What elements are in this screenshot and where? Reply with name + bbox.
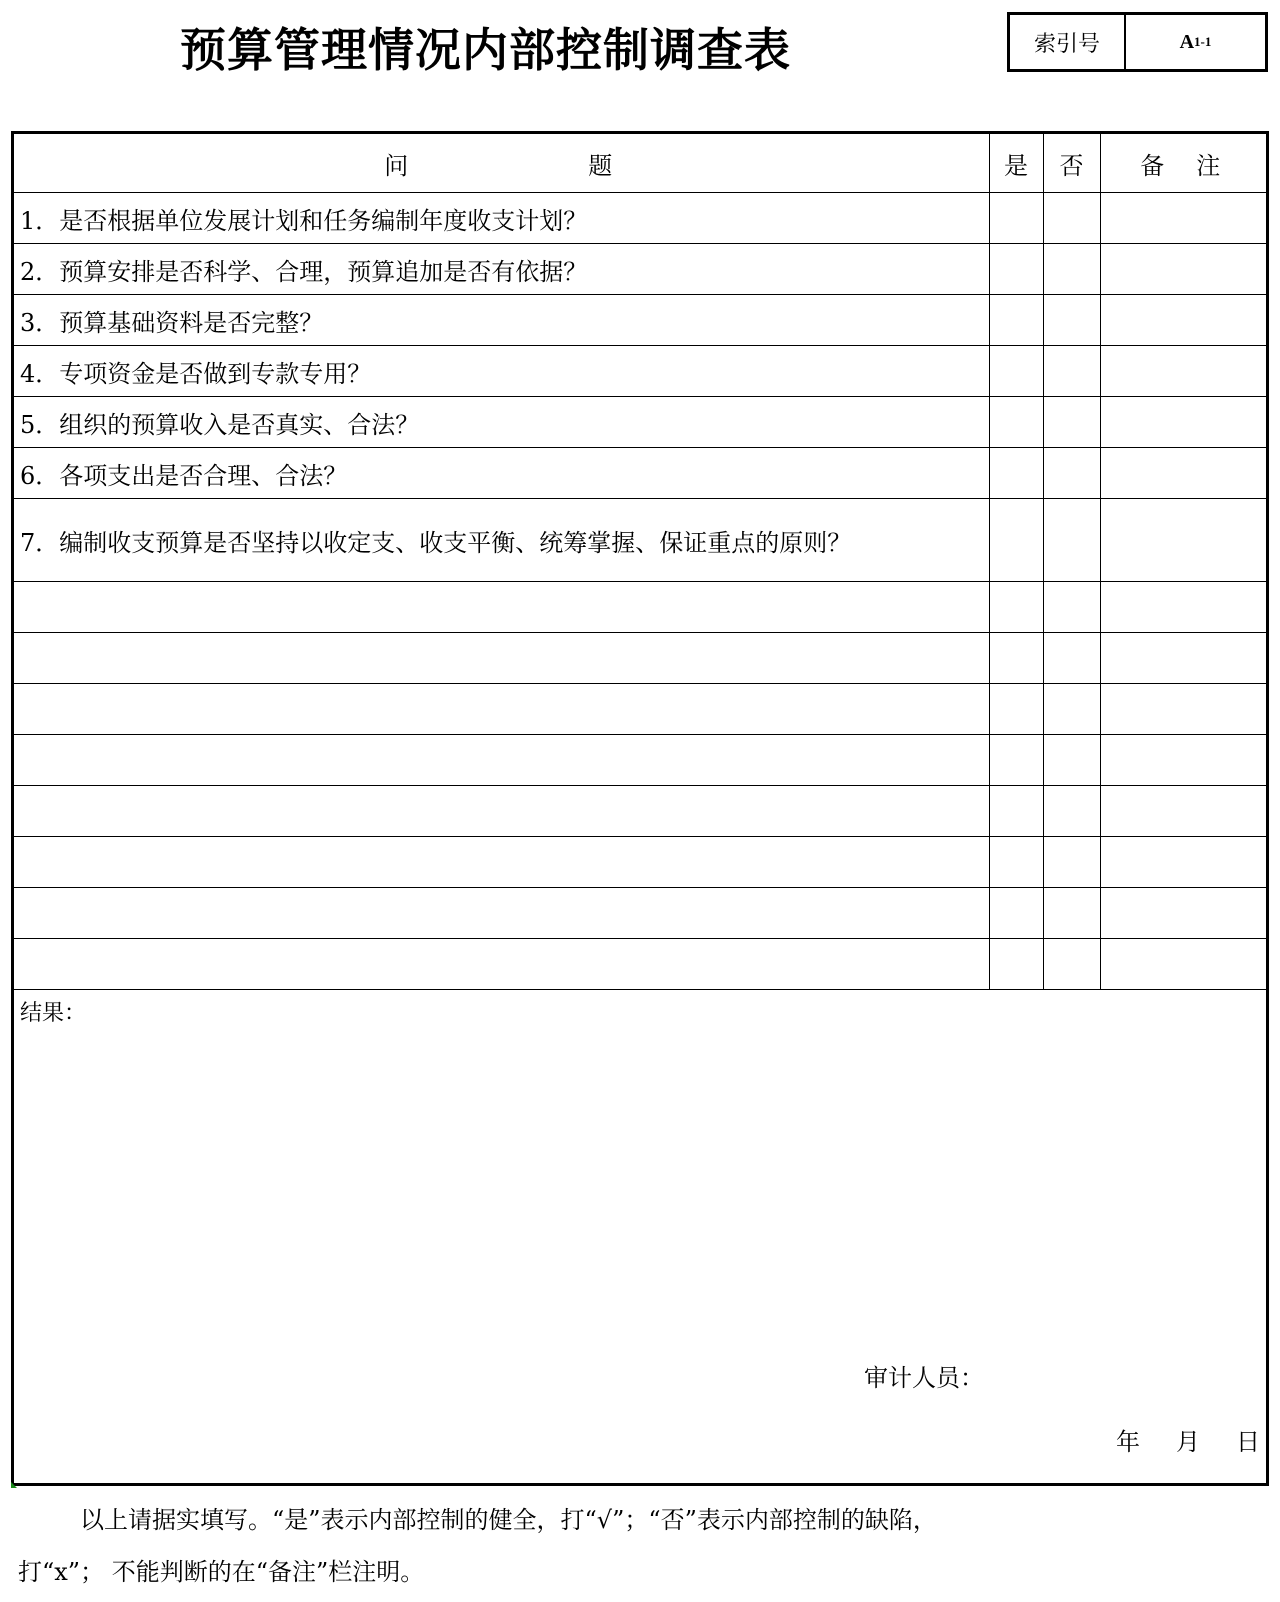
yes-cell[interactable] <box>989 582 1043 633</box>
empty-question-cell[interactable] <box>14 582 989 633</box>
no-cell[interactable] <box>1043 939 1100 990</box>
index-value-main: A <box>1179 30 1195 53</box>
no-cell[interactable] <box>1043 786 1100 837</box>
note-cell[interactable] <box>1100 582 1266 633</box>
note-cell[interactable] <box>1100 499 1266 582</box>
no-cell[interactable] <box>1043 499 1100 582</box>
no-cell[interactable] <box>1043 397 1100 448</box>
yes-cell[interactable] <box>989 346 1043 397</box>
survey-table <box>14 134 1266 990</box>
note-cell[interactable] <box>1100 684 1266 735</box>
no-cell[interactable] <box>1043 888 1100 939</box>
note-cell[interactable] <box>1100 837 1266 888</box>
header-yes: 是 <box>989 134 1043 193</box>
question-cell: 7．编制收支预算是否坚持以收定支、收支平衡、统筹掌握、保证重点的原则？ <box>14 499 989 582</box>
survey-sheet <box>11 131 1269 1486</box>
empty-row <box>14 684 1266 735</box>
footnote-line-2: 打“x”； 不能判断的在“备注”栏注明。 <box>18 1558 425 1586</box>
no-cell[interactable] <box>1043 448 1100 499</box>
table-row <box>14 295 1266 346</box>
empty-question-cell[interactable] <box>14 888 989 939</box>
table-header-row <box>14 134 1266 193</box>
table-row <box>14 499 1266 582</box>
auditor-label: 审计人员： <box>864 1364 984 1392</box>
index-number-box <box>1007 12 1268 72</box>
empty-row <box>14 633 1266 684</box>
empty-question-cell[interactable] <box>14 735 989 786</box>
date-year-label: 年 <box>1116 1428 1140 1456</box>
question-cell: 1．是否根据单位发展计划和任务编制年度收支计划？ <box>14 193 989 244</box>
cell-marker-icon <box>11 1482 17 1488</box>
yes-cell[interactable] <box>989 244 1043 295</box>
empty-question-cell[interactable] <box>14 633 989 684</box>
empty-row <box>14 786 1266 837</box>
question-cell: 5．组织的预算收入是否真实、合法？ <box>14 397 989 448</box>
note-cell[interactable] <box>1100 448 1266 499</box>
no-cell[interactable] <box>1043 346 1100 397</box>
note-cell[interactable] <box>1100 735 1266 786</box>
question-cell: 2．预算安排是否科学、合理，预算追加是否有依据？ <box>14 244 989 295</box>
empty-row <box>14 837 1266 888</box>
note-cell[interactable] <box>1100 939 1266 990</box>
note-cell[interactable] <box>1100 244 1266 295</box>
no-cell[interactable] <box>1043 735 1100 786</box>
empty-row <box>14 939 1266 990</box>
question-cell: 4．专项资金是否做到专款专用？ <box>14 346 989 397</box>
header-question: 问题 <box>14 134 989 193</box>
yes-cell[interactable] <box>989 193 1043 244</box>
no-cell[interactable] <box>1043 295 1100 346</box>
yes-cell[interactable] <box>989 397 1043 448</box>
yes-cell[interactable] <box>989 837 1043 888</box>
table-row <box>14 397 1266 448</box>
footnote <box>18 1494 1258 1598</box>
empty-row <box>14 582 1266 633</box>
note-cell[interactable] <box>1100 786 1266 837</box>
yes-cell[interactable] <box>989 939 1043 990</box>
note-cell[interactable] <box>1100 346 1266 397</box>
date-month-label: 月 <box>1176 1428 1200 1456</box>
note-cell[interactable] <box>1100 397 1266 448</box>
result-section[interactable] <box>14 990 1266 1454</box>
no-cell[interactable] <box>1043 633 1100 684</box>
no-cell[interactable] <box>1043 193 1100 244</box>
empty-question-cell[interactable] <box>14 684 989 735</box>
note-cell[interactable] <box>1100 633 1266 684</box>
no-cell[interactable] <box>1043 582 1100 633</box>
yes-cell[interactable] <box>989 684 1043 735</box>
yes-cell[interactable] <box>989 735 1043 786</box>
table-row <box>14 346 1266 397</box>
note-cell[interactable] <box>1100 888 1266 939</box>
date-day-label: 日 <box>1236 1428 1260 1456</box>
table-row <box>14 193 1266 244</box>
empty-row <box>14 735 1266 786</box>
yes-cell[interactable] <box>989 448 1043 499</box>
question-cell: 6．各项支出是否合理、合法？ <box>14 448 989 499</box>
table-row <box>14 448 1266 499</box>
yes-cell[interactable] <box>989 633 1043 684</box>
empty-question-cell[interactable] <box>14 939 989 990</box>
empty-row <box>14 888 1266 939</box>
yes-cell[interactable] <box>989 295 1043 346</box>
page-title: 预算管理情况内部控制调查表 <box>180 23 791 77</box>
footnote-line-1: 以上请据实填写。“是”表示内部控制的健全，打“√”；“否”表示内部控制的缺陷， <box>80 1506 937 1534</box>
empty-question-cell[interactable] <box>14 837 989 888</box>
note-cell[interactable] <box>1100 193 1266 244</box>
note-cell[interactable] <box>1100 295 1266 346</box>
yes-cell[interactable] <box>989 888 1043 939</box>
question-cell: 3．预算基础资料是否完整？ <box>14 295 989 346</box>
header-note: 备注 <box>1100 134 1266 193</box>
no-cell[interactable] <box>1043 244 1100 295</box>
yes-cell[interactable] <box>989 786 1043 837</box>
date-fields <box>1116 1422 1260 1457</box>
index-label: 索引号 <box>1010 15 1126 69</box>
index-value <box>1126 15 1265 69</box>
no-cell[interactable] <box>1043 837 1100 888</box>
yes-cell[interactable] <box>989 499 1043 582</box>
empty-question-cell[interactable] <box>14 786 989 837</box>
result-label: 结果： <box>20 1001 87 1026</box>
table-row <box>14 244 1266 295</box>
index-value-sub: 1-1 <box>1194 34 1212 49</box>
no-cell[interactable] <box>1043 684 1100 735</box>
header-no: 否 <box>1043 134 1100 193</box>
